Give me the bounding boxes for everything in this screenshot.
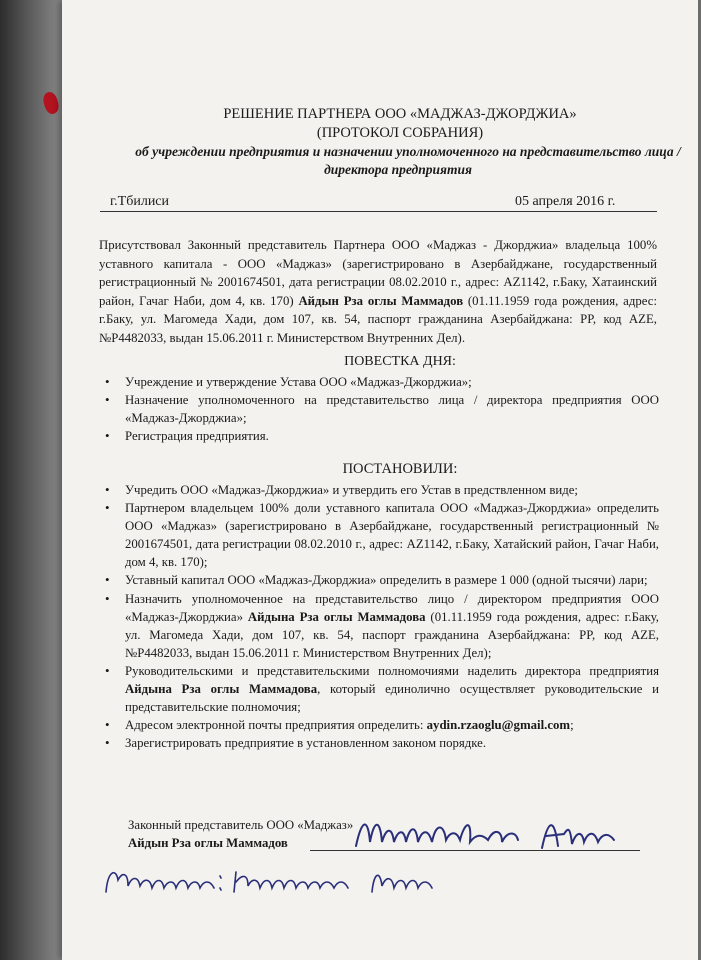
list-item: • Учреждение и утверждение Устава ООО «Маджаз-Джорджиа»; bbox=[99, 373, 659, 391]
signatory-name: Айдын Рза оглы Маммадов bbox=[128, 836, 288, 850]
header-rule bbox=[100, 211, 657, 212]
item-text: ; bbox=[570, 718, 574, 733]
resolved-heading: ПОСТАНОВИЛИ: bbox=[342, 461, 458, 477]
doc-purpose-line1: об учреждении предприятия и назначении уполномоченного на представительство лица / bbox=[135, 144, 681, 159]
doc-title: РЕШЕНИЕ ПАРТНЕРА ООО «МАДЖАЗ-ДЖОРДЖИА» bbox=[223, 106, 577, 122]
intro-name: Айдын Рза оглы Маммадов bbox=[298, 293, 464, 308]
list-item: • Назначение уполномоченного на представительство лица / директора предприятия ООО «Маджаз-Джорджиа»; bbox=[99, 391, 659, 427]
item-text: Адресом электронной почты предприятия определить: bbox=[125, 718, 427, 733]
item-text: Руководительскими и представительскими полномочиями наделить директора предприятия bbox=[125, 663, 659, 678]
list-item: • Зарегистрировать предприятие в установленном законом порядке. bbox=[99, 734, 659, 752]
item-text: (01.11.1959 года рождения, адрес: г.Баку, ул. Магомеда Хади, дом 107, кв. 54, паспорт гражданина Азербайджана: PP, код AZE, №P4482033, выдан 15.06.2011 г. Министерством Внутренних Дел); bbox=[125, 609, 659, 660]
doc-date: 05 апреля 2016 г. bbox=[515, 194, 616, 209]
agenda-list bbox=[99, 373, 659, 445]
resolved-list bbox=[99, 481, 659, 752]
list-item bbox=[99, 590, 659, 662]
intro-text-1: Присутствовал Законный представитель Партнера ООО «Маджаз - Джорджиа» владельца 100% уставного капитала - ООО «Маджаз» (зарегистрировано в Азербайджане, государственный регистрационный № 2001674501, дата регистрации 08.02.2010 г., адрес: AZ1142, г.Баку, Хатаинский район, Гачаг Наби, дом 4, кв. 170) bbox=[99, 238, 657, 308]
intro-paragraph bbox=[99, 236, 657, 347]
item-text: , который единолично осуществляет руководительские и представительские полномочия; bbox=[125, 682, 659, 715]
doc-purpose-line2: директора предприятия bbox=[324, 162, 472, 177]
list-item bbox=[99, 716, 659, 734]
agenda-heading: ПОВЕСТКА ДНЯ: bbox=[344, 354, 456, 369]
director-name: Айдына Рза оглы Маммадова bbox=[125, 682, 318, 697]
director-name: Айдына Рза оглы Маммадова bbox=[247, 609, 426, 624]
handwritten-signature bbox=[352, 808, 622, 858]
list-item bbox=[99, 662, 659, 716]
intro-text-2: (01.11.1959 года рождения, адрес: г.Баку, ул. Магомеда Хади, дом 107, кв. 54, паспорт гражданина Азербайджана: PP, код AZE, №P4482033, выдан 15.06.2011 г. Министерством Внутренних Дел). bbox=[99, 293, 658, 345]
list-item: • Уставный капитал ООО «Маджаз-Джорджиа» определить в размере 1 000 (одной тысячи) лари; bbox=[99, 571, 659, 589]
list-item: • Регистрация предприятия. bbox=[99, 427, 659, 445]
item-text: Назначить уполномоченное на представительство лицо / директором предприятия ООО «Маджаз-Джорджиа» bbox=[125, 591, 659, 624]
handwritten-translator-note bbox=[102, 862, 462, 902]
list-item: • Учредить ООО «Маджаз-Джорджиа» и утвердить его Устав в предствленном виде; bbox=[99, 481, 659, 499]
signatory-title: Законный представитель ООО «Маджаз» bbox=[128, 818, 354, 832]
doc-subtitle: (ПРОТОКОЛ СОБРАНИЯ) bbox=[316, 125, 484, 141]
document-page bbox=[62, 0, 698, 960]
doc-place: г.Тбилиси bbox=[110, 194, 170, 209]
scan-left-edge bbox=[0, 0, 62, 960]
email-address: aydin.rzaoglu@gmail.com bbox=[426, 718, 571, 733]
list-item: • Партнером владельцем 100% доли уставного капитала ООО «Маджаз-Джорджиа» определить ООО «Маджаз» (зарегистрировано в Азербайджане, государственный регистрационный № 2001674501, дата регистрации 08.02.2010 г., адрес: AZ1142, г.Баку, Хатайский район, Гачаг Наби, дом 4, кв. 170); bbox=[99, 499, 659, 571]
